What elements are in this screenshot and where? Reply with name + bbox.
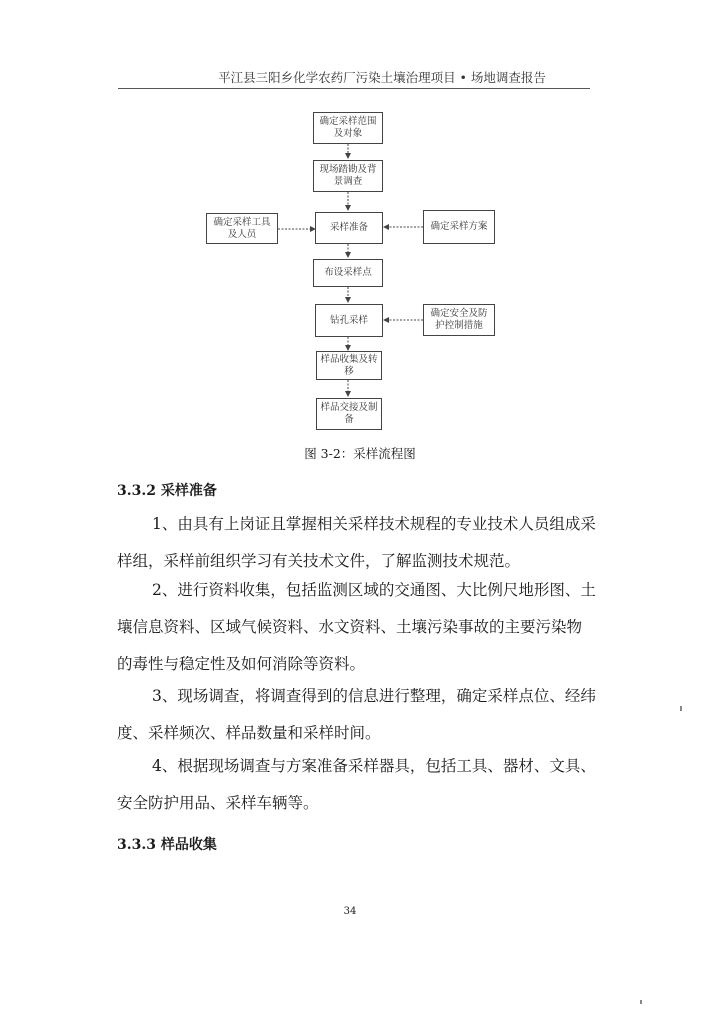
flow-step-6: 样品收集及转移 <box>316 351 382 380</box>
flow-input-tools: 确定采样工具及人员 <box>206 213 278 244</box>
flow-input-safety: 确定安全及防护控制措施 <box>423 304 495 336</box>
scan-speck <box>640 1000 642 1004</box>
paragraph-2: 2、进行资料收集，包括监测区域的交通图、大比例尺地形图、土壤信息资料、区域气候资料、水文资料、土壤污染事故的主要污染物的毒性与稳定性及如何消除等资料。 <box>117 581 596 673</box>
paragraph-3: 3、现场调查，将调查得到的信息进行整理，确定采样点位、经纬度、采样频次、样品数量和采样时间。 <box>117 687 596 742</box>
flow-step-7: 样品交接及制备 <box>316 398 382 430</box>
scan-speck <box>680 706 682 711</box>
page-header: 平江县三阳乡化学农药厂污染土壤治理项目 • 场地调查报告 <box>218 70 546 85</box>
flow-step-1: 确定采样范围及对象 <box>313 112 383 144</box>
flow-input-plan: 确定采样方案 <box>423 210 495 244</box>
paragraph-1: 1、由具有上岗证且掌握相关采样技术规程的专业技术人员组成采样组，采样前组织学习有关技术文件，了解监测技术规范。 <box>117 515 596 570</box>
section-heading-332: 3.3.2 采样准备 <box>117 483 217 499</box>
flow-step-3: 采样准备 <box>315 212 383 244</box>
section-heading-333: 3.3.3 样品收集 <box>117 837 217 853</box>
flow-step-4: 布设采样点 <box>313 259 383 287</box>
flow-step-5: 钻孔采样 <box>315 304 383 337</box>
figure-caption: 图 3-2：采样流程图 <box>304 446 416 461</box>
page-number: 34 <box>343 906 357 917</box>
paragraph-4: 4、根据现场调查与方案准备采样器具，包括工具、器材、文具、安全防护用品、采样车辆等。 <box>117 757 596 812</box>
flow-step-2: 现场踏勘及背景调查 <box>313 160 383 192</box>
